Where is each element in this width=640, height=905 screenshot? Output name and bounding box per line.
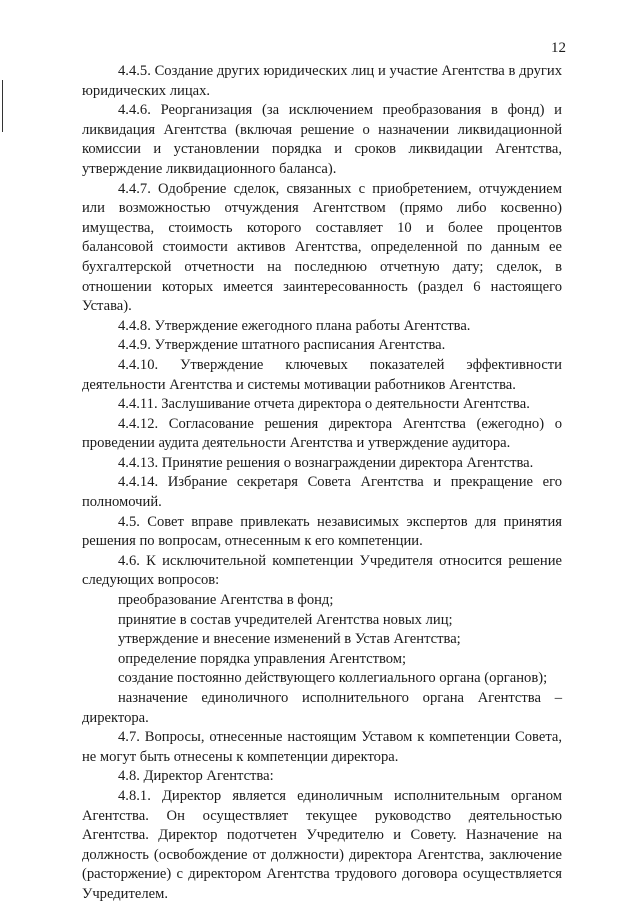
paragraph-4-4-11: 4.4.11. Заслушивание отчета директора о деятельности Агентства. xyxy=(118,396,530,413)
founder-item-new-founders: принятие в состав учредителей Агентства новых лиц; xyxy=(118,611,453,628)
paragraph-4-4-10: 4.4.10. Утверждение ключевых показателей эффективности деятельности Агентства и системы мотивации работников Агентства. xyxy=(82,356,562,393)
paragraph-4-7: 4.7. Вопросы, отнесенные настоящим Уставом к компетенции Совета, не могут быть отнесены к компетенции директора. xyxy=(82,729,562,765)
founder-item-management-order: определение порядка управления Агентством; xyxy=(118,650,407,667)
margin-mark xyxy=(2,80,3,132)
paragraph-4-4-6: 4.4.6. Реорганизация (за исключением преобразования в фонд) и ликвидация Агентства (включая решение о назначении ликвидационной комиссии и установлении порядка и сроков ликвидации Агентства, утверждение ликвидационного баланса). xyxy=(82,102,562,177)
page-number: 12 xyxy=(551,40,566,56)
paragraph-4-6: 4.6. К исключительной компетенции Учредителя относится решение следующих вопросов: xyxy=(82,552,562,589)
founder-item-transformation: преобразование Агентства в фонд; xyxy=(118,592,334,609)
founder-item-charter-changes: утверждение и внесение изменений в Устав Агентства; xyxy=(118,631,461,648)
paragraph-4-4-13: 4.4.13. Принятие решения о вознаграждении директора Агентства. xyxy=(118,454,534,471)
paragraph-4-4-12: 4.4.12. Согласование решения директора Агентства (ежегодно) о проведении аудита деятельности Агентства и утверждение аудитора. xyxy=(82,415,562,452)
document-body xyxy=(82,62,562,905)
paragraph-4-4-8: 4.4.8. Утверждение ежегодного плана работы Агентства. xyxy=(118,317,471,334)
paragraph-4-4-14: 4.4.14. Избрание секретаря Совета Агентства и прекращение его полномочий. xyxy=(82,474,562,511)
founder-item-director-appointment: назначение единоличного исполнительного органа Агентства – директора. xyxy=(82,690,562,726)
founder-item-collegial-body: создание постоянно действующего коллегиального органа (органов); xyxy=(118,670,548,687)
paragraph-4-8: 4.8. Директор Агентства: xyxy=(118,768,274,785)
paragraph-4-4-9: 4.4.9. Утверждение штатного расписания Агентства. xyxy=(118,337,446,354)
paragraph-4-5: 4.5. Совет вправе привлекать независимых экспертов для принятия решения по вопросам, отнесенным к его компетенции. xyxy=(82,513,562,550)
paragraph-4-4-5: 4.4.5. Создание других юридических лиц и участие Агентства в других юридических лицах. xyxy=(82,63,562,99)
paragraph-4-8-1: 4.8.1. Директор является единоличным исполнительным органом Агентства. Он осуществляет текущее руководство деятельностью Агентства. Директор подотчетен Учредителю и Совету. Назначение на должность (освобождение от должности) директора Агентства, заключение (расторжение) с директором Агентства трудового договора осуществляется Учредителем. xyxy=(82,787,562,902)
paragraph-4-4-7: 4.4.7. Одобрение сделок, связанных с приобретением, отчуждением или возможностью отчуждения Агентством (прямо либо косвенно) имущества, стоимость которого составляет 10 и более процентов балансовой стоимости активов Агентства, определенной по данным ее бухгалтерской отчетности на последнюю отчетную дату; сделок, в отношении которых имеется заинтересованность (раздел 6 настоящего Устава). xyxy=(82,180,562,315)
